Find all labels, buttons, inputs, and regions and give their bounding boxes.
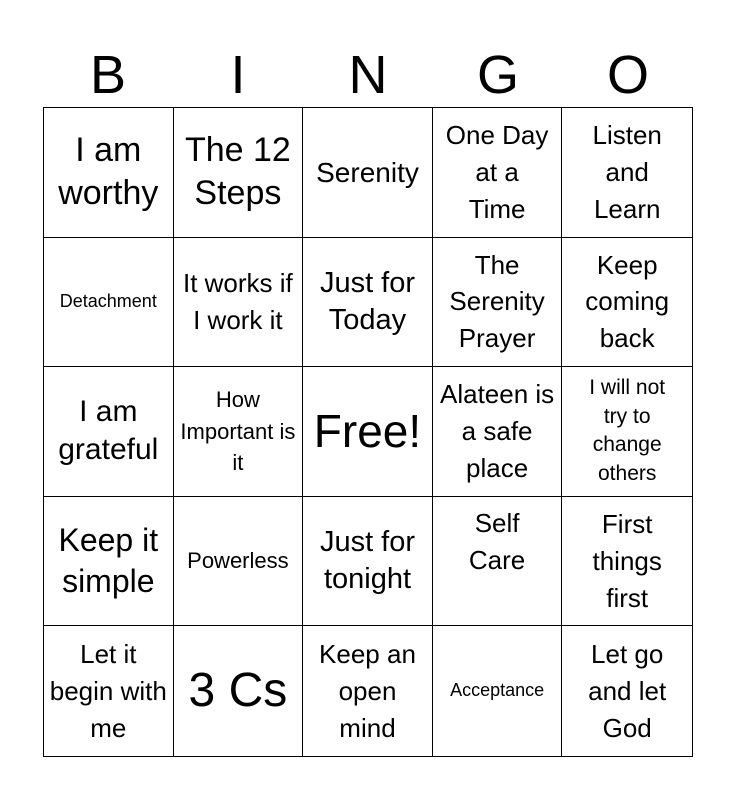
header-letter-g: G	[476, 45, 519, 105]
header-letter-i: I	[230, 45, 246, 105]
cell-text: I am worthy	[58, 130, 159, 213]
bingo-cell[interactable]	[303, 497, 433, 627]
cell-text: Keep an open mind	[319, 638, 416, 743]
cell-text: The 12 Steps	[184, 130, 291, 213]
cell-text: 3 Cs	[188, 663, 288, 717]
bingo-board	[43, 107, 693, 757]
bingo-header	[43, 44, 693, 106]
cell-text: Keep it simple	[58, 522, 159, 600]
cell-text: I am grateful	[58, 395, 159, 467]
cell-text: Serenity	[316, 156, 419, 188]
cell-text: The Serenity Prayer	[449, 249, 545, 354]
bingo-cell[interactable]	[433, 367, 563, 497]
bingo-cell[interactable]	[562, 238, 692, 368]
bingo-cell[interactable]	[303, 108, 433, 238]
cell-text: Detachment	[59, 290, 157, 311]
bingo-cell[interactable]	[303, 367, 433, 497]
header-letter-b: B	[89, 45, 127, 105]
cell-text: Keep coming back	[585, 249, 670, 354]
bingo-cell[interactable]	[174, 108, 304, 238]
header-letter-o: O	[606, 45, 649, 105]
bingo-cell[interactable]	[562, 108, 692, 238]
bingo-cell[interactable]	[303, 626, 433, 756]
bingo-cell[interactable]	[433, 497, 563, 627]
header-letter-n: N	[348, 45, 388, 105]
cell-text: Just for tonight	[319, 525, 416, 596]
cell-text: Let it begin with me	[49, 638, 167, 743]
cell-text: Alateen is a safe place	[440, 379, 555, 483]
bingo-cell[interactable]	[44, 367, 174, 497]
bingo-cell[interactable]	[562, 367, 692, 497]
cell-text: Self Care	[468, 507, 526, 575]
bingo-cell[interactable]	[44, 108, 174, 238]
cell-text: Acceptance	[450, 680, 545, 701]
cell-text: How Important is it	[180, 386, 296, 476]
cell-text: It works if I work it	[182, 267, 293, 335]
cell-text: Let go and let God	[588, 638, 667, 743]
cell-text: Just for Today	[319, 266, 416, 336]
cell-text-free: Free!	[313, 405, 422, 458]
bingo-cell[interactable]	[433, 108, 563, 238]
bingo-cell[interactable]	[174, 497, 304, 627]
bingo-cell[interactable]	[433, 626, 563, 756]
cell-text: Listen and Learn	[592, 119, 662, 224]
cell-text: I will not try to change others	[589, 375, 666, 486]
cell-text: First things first	[592, 508, 662, 613]
bingo-cell[interactable]	[433, 238, 563, 368]
bingo-cell[interactable]	[174, 626, 304, 756]
bingo-cell[interactable]	[44, 238, 174, 368]
bingo-cell[interactable]	[562, 626, 692, 756]
cell-text: One Day at a Time	[445, 119, 549, 224]
bingo-cell[interactable]	[44, 497, 174, 627]
bingo-cell[interactable]	[174, 238, 304, 368]
bingo-cell[interactable]	[44, 626, 174, 756]
cell-text: Powerless	[187, 548, 289, 574]
bingo-cell[interactable]	[303, 238, 433, 368]
bingo-cell[interactable]	[562, 497, 692, 627]
bingo-cell[interactable]	[174, 367, 304, 497]
